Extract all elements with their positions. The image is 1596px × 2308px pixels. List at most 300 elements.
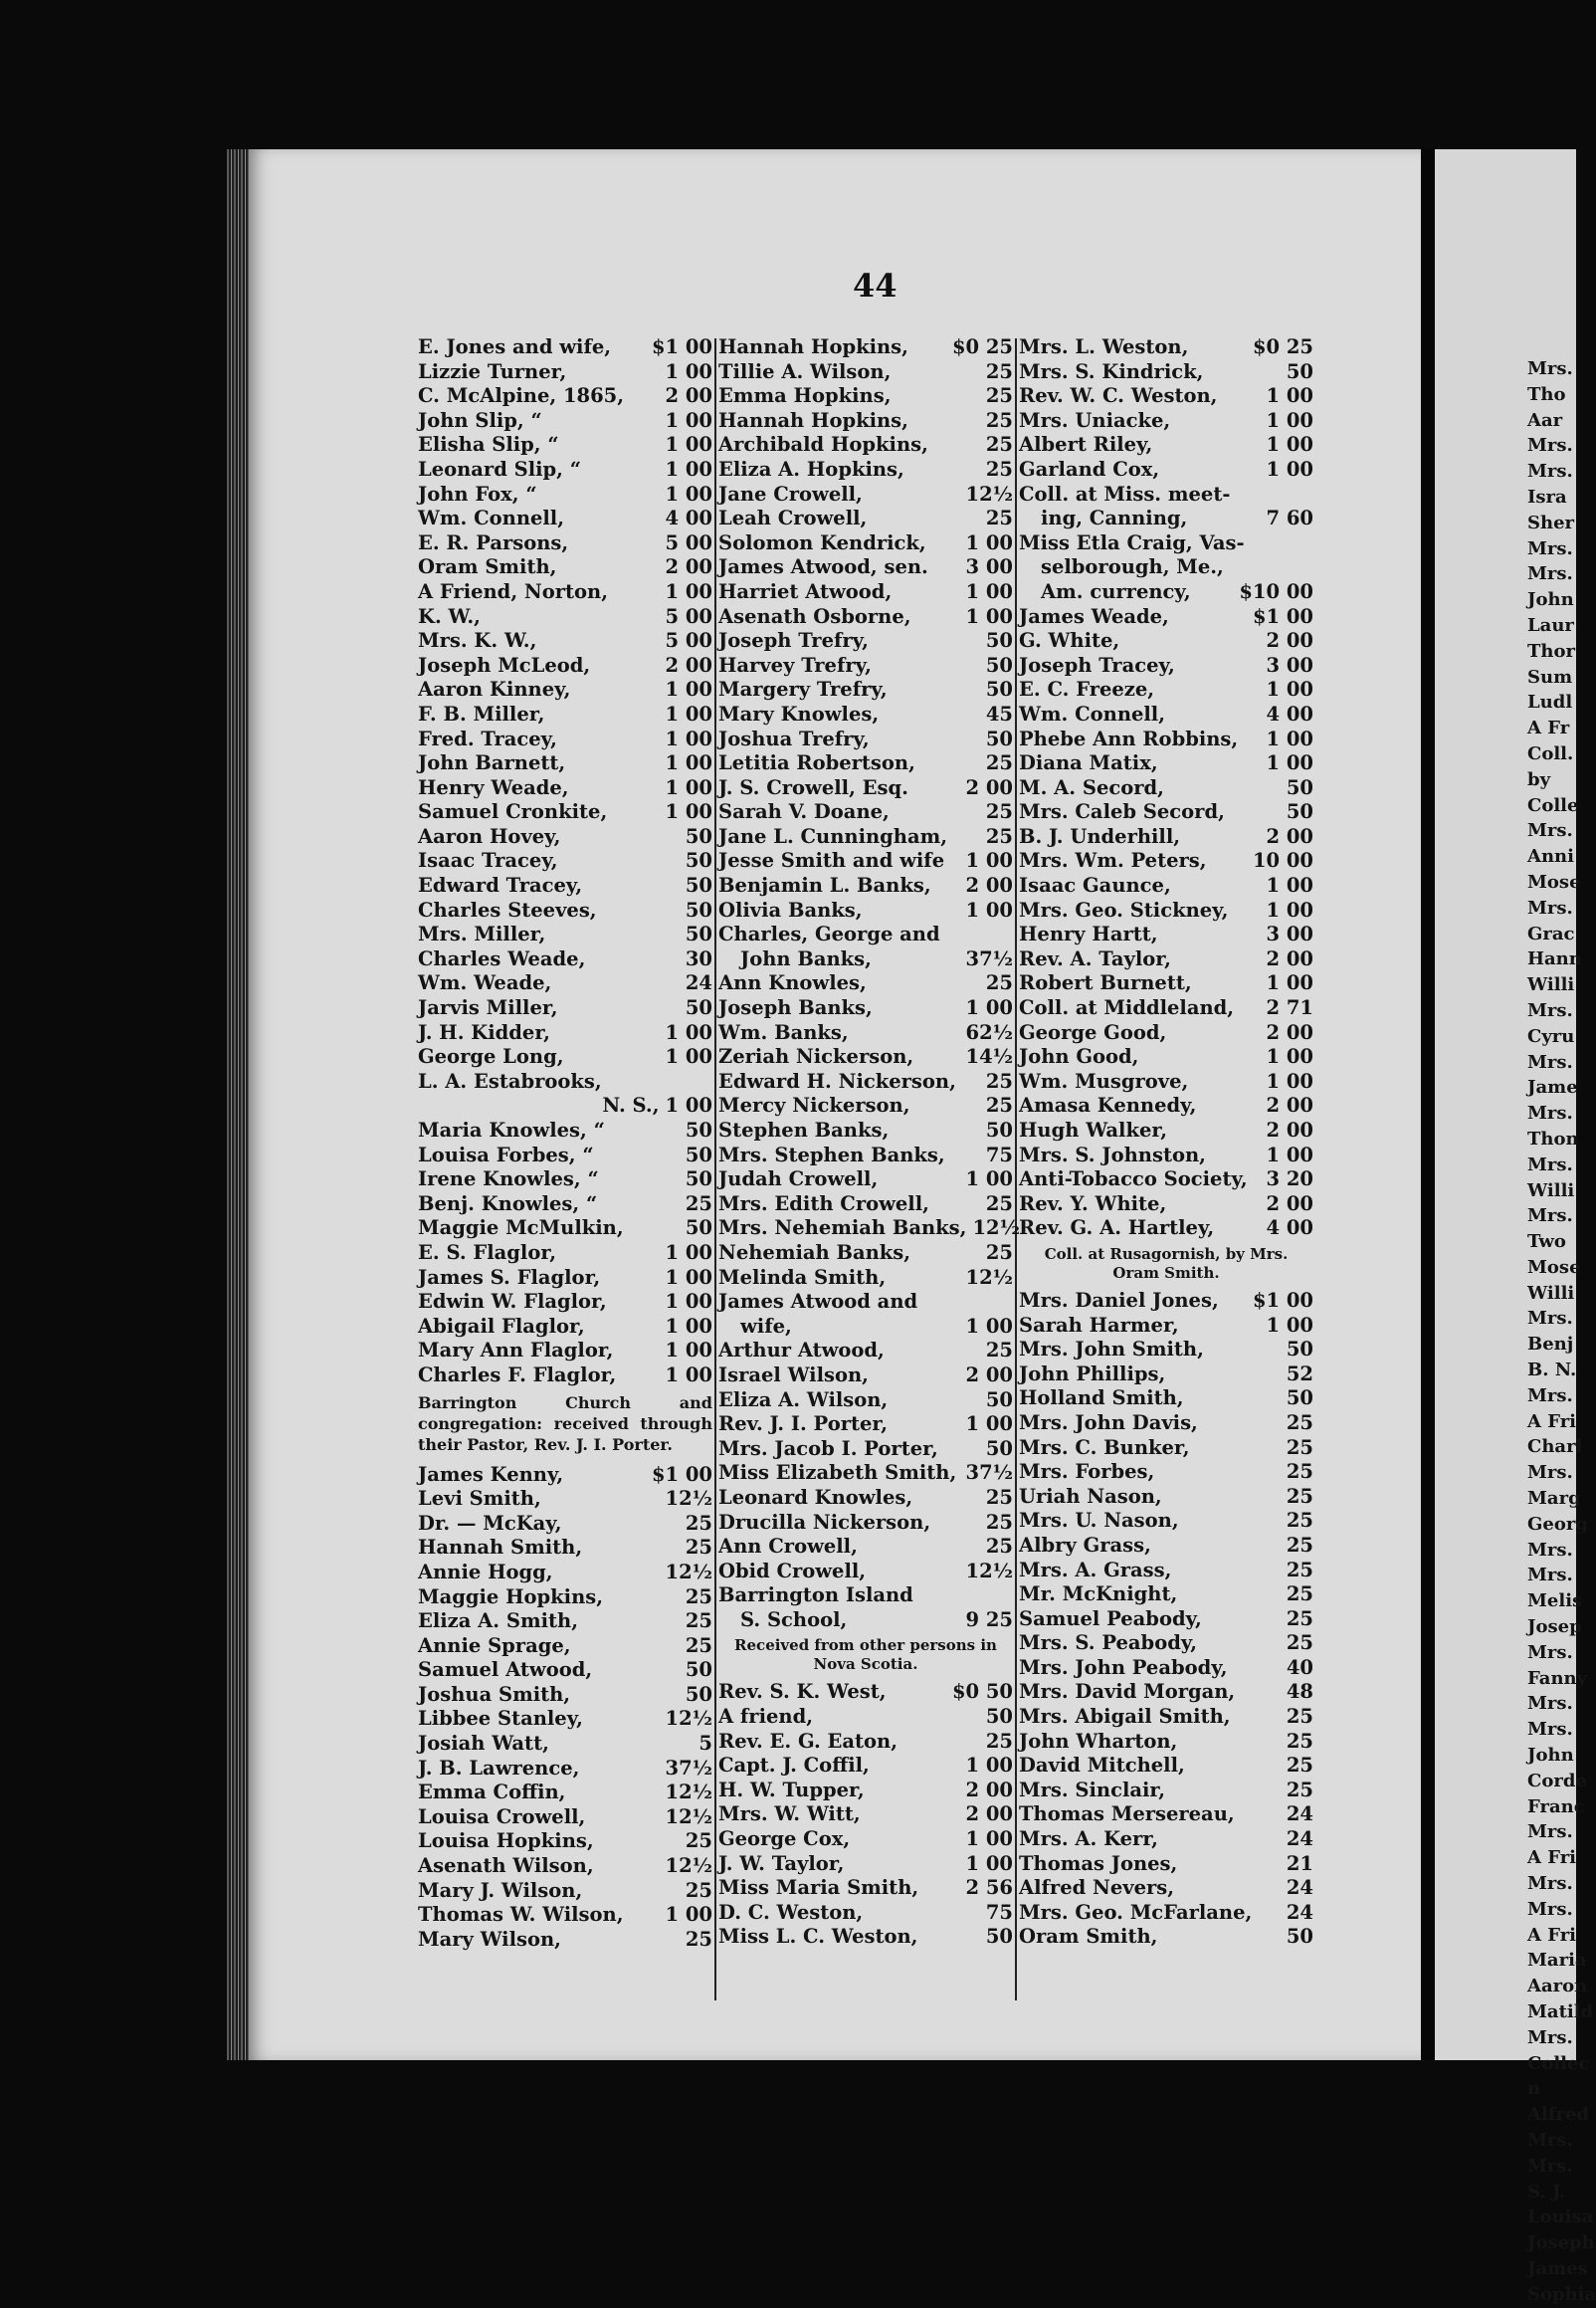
subscription-entry [1019, 1216, 1313, 1241]
adjacent-page-line: Sum [1527, 666, 1573, 688]
subscription-amount: 45 [985, 702, 1013, 726]
subscription-entry [1019, 800, 1313, 825]
subscriber-name: Annie Sprage, [418, 1633, 571, 1657]
subscriber-name: Aaron Kinney, [418, 678, 571, 702]
subscription-entry [1019, 1779, 1313, 1803]
subscriber-name: Mrs. Edith Crowell, [718, 1191, 929, 1215]
subscription-amount: 25 [985, 1069, 1013, 1093]
subscription-amount: 40 [1286, 1655, 1313, 1679]
subscription-entry [418, 1315, 712, 1340]
subscriber-name: Asenath Wilson, [418, 1854, 594, 1878]
subscription-entry [1019, 923, 1313, 947]
subscription-amount: 1 00 [665, 1339, 712, 1363]
subscriber-name: J. H. Kidder, [418, 1020, 550, 1044]
adjacent-page-line: Mrs. [1527, 1154, 1573, 1175]
subscriber-name: Edwin W. Flaglor, [418, 1290, 607, 1314]
subscriber-name: Barrington Island [718, 1583, 913, 1607]
subscription-entry [1019, 1582, 1313, 1607]
subscriber-name: Leonard Knowles, [718, 1485, 913, 1509]
subscriber-name: Judah Crowell, [718, 1167, 879, 1191]
adjacent-page-line: Mrs. [1527, 1103, 1573, 1125]
subscription-entry [718, 1583, 1013, 1608]
subscription-entry [1019, 384, 1313, 409]
adjacent-page-line: Mrs. [1527, 2026, 1573, 2048]
subscription-amount: 2 00 [1266, 1094, 1313, 1118]
subscriber-name: G. White, [1019, 629, 1120, 653]
subscriber-name: E. S. Flaglor, [418, 1240, 556, 1264]
subscription-amount: 25 [985, 1240, 1013, 1264]
adjacent-page-line: Mose [1527, 1256, 1581, 1278]
subscription-entry [418, 728, 712, 752]
subscription-amount: 5 00 [665, 530, 712, 554]
subscription-entry [1019, 409, 1313, 434]
adjacent-page-line: Mrs. [1527, 897, 1573, 919]
subscription-entry [718, 335, 1013, 360]
subscription-amount: 50 [985, 678, 1013, 702]
subscriber-name: Joshua Trefry, [718, 727, 870, 750]
subscription-entry [718, 1535, 1013, 1560]
subscriber-name: Drucilla Nickerson, [718, 1510, 931, 1534]
subscription-entry [718, 531, 1013, 556]
adjacent-page-line: Mrs. [1527, 820, 1573, 842]
subscription-amount: 1 00 [965, 604, 1013, 628]
adjacent-page-line: Mrs. [1527, 1384, 1573, 1406]
adjacent-page-line: A Fri [1527, 1924, 1577, 1946]
subscriber-name: Mrs. W. Witt, [718, 1802, 861, 1826]
subscription-entry [1019, 1730, 1313, 1755]
subscription-amount: 24 [685, 971, 712, 995]
adjacent-page-line: Aar [1527, 409, 1563, 431]
subscription-entry [418, 678, 712, 703]
subscription-amount: 50 [685, 1658, 712, 1682]
subscriber-name: Irene Knowles, “ [418, 1167, 599, 1191]
column-divider [714, 338, 716, 2000]
subscriber-name: Mrs. S. Kindrick, [1019, 359, 1204, 383]
adjacent-page-line: Charl [1527, 1436, 1583, 1458]
subscriber-name: Emma Hopkins, [718, 384, 892, 408]
subscriber-name: Mr. McKnight, [1019, 1582, 1178, 1606]
subscription-entry [418, 1928, 712, 1953]
subscriber-name: Ann Knowles, [718, 971, 867, 995]
subscription-entry [418, 1144, 712, 1168]
subscription-entry [718, 923, 1013, 947]
subscriber-name: George Cox, [718, 1827, 851, 1851]
subscription-amount: 25 [1286, 1729, 1313, 1753]
subscription-amount: 25 [685, 1878, 712, 1902]
subscription-amount: 12½ [665, 1487, 712, 1511]
subscription-amount: 25 [1286, 1705, 1313, 1729]
subscriber-name: Samuel Cronkite, [418, 800, 608, 824]
adjacent-page-line: Matild [1527, 2001, 1594, 2022]
subscription-entry [418, 1879, 712, 1904]
subscription-amount: 2 00 [965, 1778, 1013, 1801]
subscription-entry [1019, 1436, 1313, 1461]
subscription-amount: 25 [985, 751, 1013, 775]
subscriber-column-1 [418, 335, 712, 1952]
subscription-amount: 2 00 [1266, 629, 1313, 653]
subscription-entry [718, 1216, 1020, 1241]
subscriber-name: Holland Smith, [1019, 1386, 1184, 1410]
subscription-entry [718, 971, 1013, 996]
subscriber-name: Asenath Osborne, [718, 604, 911, 628]
adjacent-page-fragments [1435, 356, 1596, 2308]
subscription-entry [1019, 335, 1313, 360]
subscription-amount: 1 00 [665, 1265, 712, 1289]
subscription-amount: 50 [985, 727, 1013, 750]
subscription-amount: 50 [985, 1705, 1013, 1729]
subscription-entry [1019, 1827, 1313, 1852]
subscriber-name: Hannah Hopkins, [718, 408, 908, 432]
adjacent-page-line: Mrs. [1527, 1641, 1573, 1663]
subscription-amount: 2 00 [1266, 824, 1313, 848]
subscriber-name: Rev. G. A. Hartley, [1019, 1216, 1215, 1240]
subscription-amount: 1 00 [965, 1314, 1013, 1338]
subscription-amount: 24 [1286, 1802, 1313, 1826]
subscription-entry [1019, 947, 1313, 972]
subscriber-name: Mrs. K. W., [418, 629, 537, 653]
subscriber-name: Maggie Hopkins, [418, 1584, 604, 1608]
subscription-entry [718, 1167, 1013, 1192]
subscription-entry [718, 703, 1013, 728]
subscription-amount: 5 00 [665, 604, 712, 628]
subscription-entry [418, 1707, 712, 1732]
subscriber-name: Mary Knowles, [718, 702, 880, 726]
subscriber-name: Diana Matix, [1019, 751, 1158, 775]
subscription-entry [1019, 1901, 1313, 1926]
subscription-amount: 1 00 [1266, 874, 1313, 898]
subscription-entry [718, 1852, 1013, 1877]
subscription-entry [418, 605, 712, 630]
subscriber-name: Coll. at Miss. meet- [1019, 482, 1231, 506]
subscription-amount: 50 [985, 629, 1013, 653]
subscription-amount: 1 00 [1266, 1045, 1313, 1069]
subscription-entry [418, 849, 712, 874]
subscription-amount: 25 [1286, 1778, 1313, 1801]
adjacent-page-line: Tho [1527, 383, 1566, 405]
subscription-entry [718, 1241, 1013, 1266]
subscription-entry [1019, 507, 1313, 531]
subscription-amount: 1 00 [665, 1094, 712, 1118]
subscription-amount: 1 00 [1266, 1313, 1313, 1337]
subscription-entry [718, 1266, 1013, 1291]
adjacent-page-line: Mrs. [1527, 1051, 1573, 1073]
adjacent-page-line: Collec [1527, 2052, 1590, 2074]
adjacent-page-line: Thor [1527, 640, 1575, 662]
subscription-amount: 25 [985, 507, 1013, 530]
adjacent-page-line: Marg [1527, 1488, 1581, 1510]
subscription-amount: 12½ [665, 1781, 712, 1804]
adjacent-page-line: Mrs. [1527, 2129, 1573, 2151]
subscriber-name: James Kenny, [418, 1462, 564, 1486]
subscriber-name: Hugh Walker, [1019, 1119, 1168, 1142]
subscription-amount: 50 [685, 996, 712, 1020]
subscription-entry [718, 1094, 1013, 1119]
subscription-amount: 50 [985, 1119, 1013, 1142]
adjacent-page-line: Coll. [1527, 742, 1574, 764]
subscription-entry [1019, 1363, 1313, 1387]
subscription-entry [718, 1730, 1013, 1755]
subscription-entry [418, 1045, 712, 1070]
subscriber-name: Charles Weade, [418, 946, 586, 970]
subscription-amount: 2 00 [965, 1802, 1013, 1826]
subscriber-name: F. B. Miller, [418, 702, 545, 726]
subscription-amount: 1 00 [665, 1290, 712, 1314]
subscriber-name: Hannah Hopkins, [718, 335, 908, 358]
subscription-entry [718, 1315, 1013, 1340]
subscription-amount: 21 [1286, 1851, 1313, 1875]
subscription-amount: 75 [985, 1900, 1013, 1924]
adjacent-page-line: Thon [1527, 1128, 1579, 1150]
subscription-amount: 62½ [965, 1020, 1013, 1044]
subscription-amount: 1 00 [1266, 727, 1313, 750]
subscriber-name: Louisa Crowell, [418, 1804, 586, 1828]
subscription-entry [718, 899, 1013, 924]
subscription-amount: 7 60 [1266, 507, 1313, 530]
subscription-entry [718, 1388, 1013, 1413]
subscription-amount: 1 00 [665, 702, 712, 726]
subscription-amount: 50 [685, 898, 712, 922]
subscription-amount: 25 [985, 1339, 1013, 1363]
subscription-amount: $10 00 [1239, 579, 1313, 603]
subscription-amount: 25 [985, 384, 1013, 408]
subscription-entry [418, 580, 712, 605]
subscription-amount: 3 20 [1266, 1167, 1313, 1191]
adjacent-page-line: Colle [1527, 794, 1579, 816]
subscription-amount: 50 [685, 824, 712, 848]
subscription-entry [418, 360, 712, 385]
subscriber-name: Mrs. Jacob I. Porter, [718, 1436, 938, 1460]
subscription-entry [418, 433, 712, 458]
subscriber-name: James S. Flaglor, [418, 1265, 601, 1289]
subscription-amount: 1 00 [965, 579, 1013, 603]
subscriber-name: Melinda Smith, [718, 1265, 887, 1289]
subscription-amount: 1 00 [665, 1240, 712, 1264]
subscription-amount: 50 [985, 1436, 1013, 1460]
subscription-amount: 1 00 [1266, 1143, 1313, 1166]
subscription-amount: 25 [1286, 1582, 1313, 1606]
subscription-amount: 12½ [965, 1265, 1013, 1289]
subscription-amount: 1 00 [665, 1045, 712, 1069]
subscription-amount: 25 [985, 800, 1013, 824]
subscriber-name: John Banks, [740, 946, 872, 970]
subscriber-name: James Atwood, sen. [718, 555, 928, 579]
adjacent-page-line: Mrs. [1527, 1462, 1573, 1484]
subscriber-name: Aaron Hovey, [418, 824, 561, 848]
subscriber-name: George Long, [418, 1045, 564, 1069]
subscriber-name: Anti-Tobacco Society, [1019, 1167, 1248, 1191]
subscription-entry [1019, 1021, 1313, 1046]
subscription-entry [418, 899, 712, 924]
adjacent-page-line: Mrs. [1527, 563, 1573, 585]
adjacent-page-line: Georg [1527, 1513, 1588, 1535]
subscriber-name: Mrs. John Davis, [1019, 1410, 1198, 1434]
subscription-entry [1019, 1852, 1313, 1877]
subscription-entry [718, 800, 1013, 825]
subscription-amount: 25 [985, 359, 1013, 383]
subscription-entry [418, 1658, 712, 1683]
subscription-entry [418, 1805, 712, 1830]
subscription-amount: 50 [1286, 359, 1313, 383]
subscription-entry [1019, 751, 1313, 776]
subscriber-name: Capt. J. Coffil, [718, 1754, 870, 1778]
subscription-entry [718, 1560, 1013, 1584]
subscription-entry [418, 654, 712, 679]
adjacent-page-line: Mose [1527, 871, 1581, 893]
subscriber-name: George Good, [1019, 1020, 1167, 1044]
subscriber-name: S. School, [740, 1607, 848, 1631]
subscriber-name: Miss L. C. Weston, [718, 1925, 918, 1949]
subscription-amount: 10 00 [1252, 849, 1313, 873]
subscriber-name: Isaac Tracey, [418, 849, 558, 873]
subscription-amount: 2 56 [965, 1876, 1013, 1900]
subscription-entry [1019, 899, 1313, 924]
subscriber-name: Maggie McMulkin, [418, 1216, 624, 1240]
subscriber-name: Am. currency, [1041, 579, 1191, 603]
subscription-entry [418, 1903, 712, 1928]
subscriber-name: Arthur Atwood, [718, 1339, 885, 1363]
subscription-amount: 2 00 [665, 384, 712, 408]
subscription-amount: 25 [685, 1191, 712, 1215]
subscriber-name: Harriet Atwood, [718, 579, 893, 603]
adjacent-page-line: Hann [1527, 948, 1582, 970]
subscriber-name: E. R. Parsons, [418, 530, 569, 554]
subscription-amount: 2 00 [665, 555, 712, 579]
subscription-amount: 1 00 [1266, 1069, 1313, 1093]
subscription-amount: 4 00 [1266, 1216, 1313, 1240]
subscriber-name: Mary Wilson, [418, 1927, 561, 1951]
subscriber-name: Mrs. Sinclair, [1019, 1778, 1166, 1801]
subscription-entry [718, 1876, 1013, 1901]
subscription-amount: 12½ [965, 482, 1013, 506]
subscription-entry [1019, 728, 1313, 752]
subscription-amount: 50 [985, 1925, 1013, 1949]
adjacent-page-line: by [1527, 768, 1551, 790]
subscriber-name: wife, [740, 1314, 792, 1338]
subscription-amount: 2 00 [1266, 946, 1313, 970]
subscription-amount: 1 00 [665, 800, 712, 824]
subscription-entry [418, 1216, 712, 1241]
subscription-entry [418, 751, 712, 776]
subscription-amount: 52 [1286, 1362, 1313, 1385]
subscription-entry [718, 776, 1013, 801]
subscription-amount: 25 [685, 1829, 712, 1853]
adjacent-page-line: A Fri [1527, 1410, 1577, 1432]
subscription-entry [1019, 1314, 1313, 1339]
subscriber-name: H. W. Tupper, [718, 1778, 865, 1801]
subscriber-name: Oram Smith, [1019, 1925, 1158, 1949]
subscriber-name: Wm. Connell, [1019, 702, 1166, 726]
subscription-amount: 2 71 [1266, 996, 1313, 1020]
subscriber-name: Louisa Forbes, “ [418, 1143, 594, 1166]
subscriber-name: Rev. W. C. Weston, [1019, 384, 1218, 408]
subscriber-name: D. C. Weston, [718, 1900, 864, 1924]
subscription-entry [418, 1241, 712, 1266]
subscriber-name: Coll. at Middleland, [1019, 996, 1235, 1020]
book-binding [227, 149, 249, 2060]
subscription-amount: 25 [1286, 1509, 1313, 1533]
subscriber-name: J. B. Lawrence, [418, 1756, 580, 1780]
subscription-amount: 1 00 [965, 1851, 1013, 1875]
subscription-entry [718, 1437, 1013, 1462]
subscriber-name: John Good, [1019, 1045, 1139, 1069]
subscriber-name: John Barnett, [418, 751, 566, 775]
subscription-entry [1019, 1070, 1313, 1095]
subscription-amount: 25 [985, 1094, 1013, 1118]
subscription-amount: 25 [1286, 1435, 1313, 1459]
subscriber-name: Mrs. Uniacke, [1019, 408, 1171, 432]
subscription-entry [418, 384, 712, 409]
subscription-entry [718, 1045, 1013, 1070]
subscription-amount: 1 00 [665, 457, 712, 481]
adjacent-page-line: Corde [1527, 1770, 1587, 1791]
subscriber-name: Olivia Banks, [718, 898, 863, 922]
subscription-entry [718, 605, 1013, 630]
subscription-amount: 25 [1286, 1631, 1313, 1655]
subscription-amount: 50 [685, 1119, 712, 1142]
subscription-amount: 12½ [665, 1707, 712, 1731]
subscription-entry [718, 580, 1013, 605]
subscriber-name: Joseph Banks, [718, 996, 873, 1020]
subscription-amount: 9 25 [965, 1607, 1013, 1631]
subscription-entry [718, 751, 1013, 776]
subscription-amount: 25 [985, 1191, 1013, 1215]
subscriber-name: E. Jones and wife, [418, 335, 612, 358]
subscriber-name: Abigail Flaglor, [418, 1314, 585, 1338]
subscriber-name: Margery Trefry, [718, 678, 888, 702]
subscription-amount: 14½ [965, 1045, 1013, 1069]
subscription-entry [418, 1536, 712, 1561]
subscription-entry [718, 1511, 1013, 1536]
subscriber-name: Rev. J. I. Porter, [718, 1412, 889, 1436]
subscriber-name: Isaac Gaunce, [1019, 874, 1171, 898]
subscriber-name: Mrs. S. Johnston, [1019, 1143, 1206, 1166]
subscription-entry [718, 384, 1013, 409]
subscription-amount: 1 00 [665, 1363, 712, 1386]
subscription-amount: 25 [985, 1510, 1013, 1534]
subscription-entry [1019, 1509, 1313, 1534]
subscription-entry [718, 1192, 1013, 1217]
subscriber-name: Rev. S. K. West, [718, 1680, 887, 1704]
subscription-amount: 1 00 [1266, 678, 1313, 702]
subscription-amount: 2 00 [965, 775, 1013, 799]
subscription-entry [1019, 1411, 1313, 1436]
subscription-entry [1019, 605, 1313, 630]
subscription-amount: $1 00 [651, 335, 712, 358]
subscription-entry [718, 654, 1013, 679]
subscription-entry [718, 1705, 1013, 1730]
adjacent-page-line: Mrs. [1527, 1719, 1573, 1741]
subscription-entry [718, 849, 1013, 874]
adjacent-page-line: Mrs. [1527, 461, 1573, 483]
subscriber-name: Sarah V. Doane, [718, 800, 890, 824]
subscription-entry [1019, 1705, 1313, 1730]
subscription-amount: 1 00 [965, 1167, 1013, 1191]
subscriber-name: Joseph McLeod, [418, 653, 591, 677]
section-heading: Coll. at Rusagornish, by Mrs. Oram Smith. [1044, 1244, 1289, 1282]
subscription-entry [718, 433, 1013, 458]
subscriber-name: Harvey Trefry, [718, 653, 872, 677]
subscriber-name: Samuel Peabody, [1019, 1606, 1202, 1630]
subscription-entry [718, 874, 1013, 899]
adjacent-page-line: Isra [1527, 486, 1567, 508]
subscription-amount: 24 [1286, 1876, 1313, 1900]
subscription-entry [1019, 996, 1313, 1021]
subscription-amount: 25 [985, 971, 1013, 995]
subscription-entry [418, 1757, 712, 1782]
subscriber-name: Solomon Kendrick, [718, 530, 926, 554]
subscription-entry [718, 1680, 1013, 1705]
subscription-entry [418, 1094, 712, 1119]
